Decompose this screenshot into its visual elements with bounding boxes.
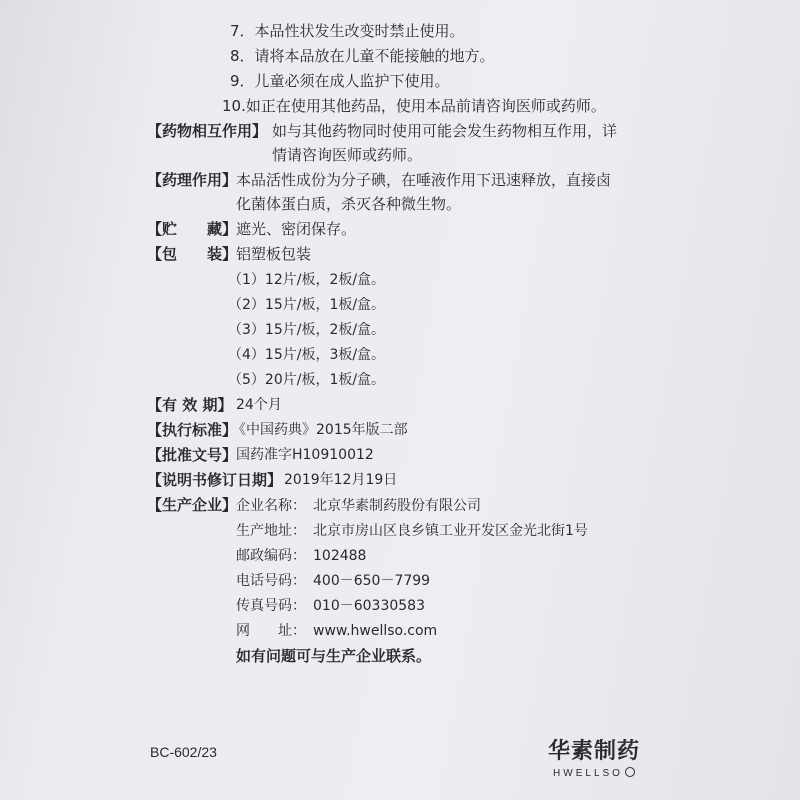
fax-key: 传真号码：: [236, 598, 306, 614]
fax-value: 010－60330583: [313, 598, 425, 614]
phone-key: 电话号码：: [236, 573, 306, 589]
pharmacology-text-1: 本品活性成份为分子碘，在唾液作用下迅速释放，直接卤: [236, 171, 612, 189]
standard-label: 【执行标准】: [147, 421, 238, 439]
packaging-value: 铝塑板包装: [236, 245, 312, 263]
logo-chinese: 华素制药: [548, 739, 641, 764]
manufacturer-label: 【生产企业】: [147, 496, 238, 514]
contact-note: 如有问题可与生产企业联系。: [236, 647, 432, 665]
interaction-text-2: 情请咨询医师或药师。: [272, 146, 423, 164]
company-name-key: 企业名称：: [236, 498, 306, 514]
revision-label: 【说明书修订日期】: [147, 471, 283, 489]
validity-value: 24个月: [236, 397, 282, 413]
pharmacology-text-2: 化菌体蛋白质，杀灭各种微生物。: [236, 195, 462, 213]
company-name-value: 北京华素制药股份有限公司: [313, 498, 481, 514]
storage-label: 【贮 藏】: [147, 220, 238, 238]
note-9: 9．儿童必须在成人监护下使用。: [230, 72, 450, 90]
packaging-item-3: （3）15片/板，2板/盒。: [228, 322, 386, 338]
packaging-item-5: （5）20片/板，1板/盒。: [228, 372, 386, 388]
note-10: 10.如正在使用其他药品，使用本品前请咨询医师或药师。: [222, 97, 606, 115]
document-code: BC-602/23: [150, 744, 217, 760]
logo-english: [548, 767, 640, 779]
revision-value: 2019年12月19日: [284, 472, 398, 488]
interaction-text-1: 如与其他药物同时使用可能会发生药物相互作用，详: [272, 122, 618, 140]
address-key: 生产地址：: [236, 523, 306, 539]
logo-mark-icon: [625, 767, 635, 777]
packaging-label: 【包 装】: [147, 245, 238, 263]
packaging-item-1: （1）12片/板，2板/盒。: [228, 272, 386, 288]
website-value: www.hwellso.com: [313, 623, 438, 639]
pharmacology-label: 【药理作用】: [147, 171, 238, 189]
logo-english-text: HWELLSO: [553, 768, 623, 779]
note-7: 7．本品性状发生改变时禁止使用。: [230, 22, 465, 40]
packaging-item-2: （2）15片/板，1板/盒。: [228, 297, 386, 313]
website-key: 网 址：: [236, 623, 306, 639]
address-value: 北京市房山区良乡镇工业开发区金光北街1号: [313, 523, 588, 539]
note-8: 8．请将本品放在儿童不能接触的地方。: [230, 47, 495, 65]
postcode-key: 邮政编码：: [236, 548, 306, 564]
validity-label: 【有 效 期】: [147, 396, 233, 414]
standard-value: 《中国药典》2015年版二部: [232, 422, 408, 438]
approval-label: 【批准文号】: [147, 446, 238, 464]
phone-value: 400－650－7799: [313, 573, 431, 589]
storage-value: 遮光、密闭保存。: [236, 220, 357, 238]
approval-value: 国药准字H10910012: [236, 447, 374, 463]
postcode-value: 102488: [313, 548, 367, 564]
interaction-label: 【药物相互作用】: [147, 122, 268, 140]
packaging-item-4: （4）15片/板，3板/盒。: [228, 347, 386, 363]
company-logo: [548, 734, 640, 779]
